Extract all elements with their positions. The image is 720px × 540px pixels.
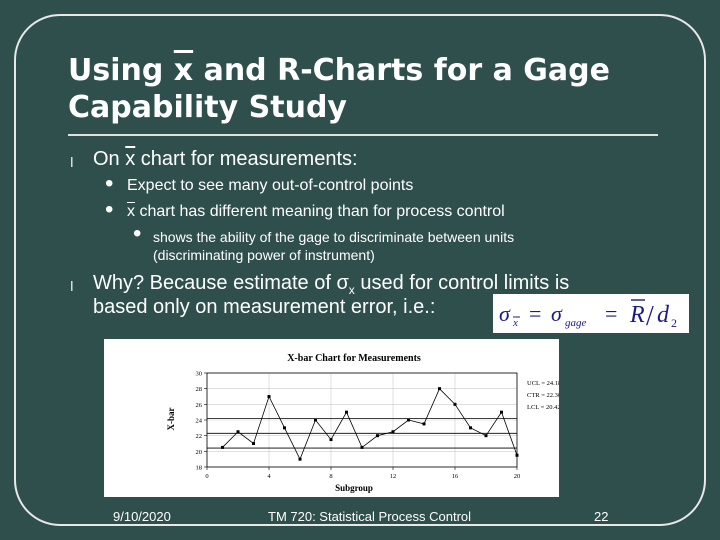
title-line-1 (68, 52, 668, 89)
formula-graphic (493, 294, 689, 333)
slide-title (68, 52, 668, 126)
chart-data-point (268, 395, 271, 398)
chart-data-point (500, 411, 503, 414)
chart-data-point (438, 387, 441, 390)
sub-marker-3: • (133, 220, 142, 247)
bullet-1-text-a: On (93, 148, 126, 170)
footer-page-number: 22 (594, 509, 609, 524)
chart-data-point (330, 438, 333, 441)
chart-control-limit-label: CTR = 22.30 (527, 392, 559, 399)
chart-y-tick-label: 28 (195, 386, 202, 394)
chart-data-point (237, 430, 240, 433)
chart-y-tick-label: 26 (195, 401, 202, 409)
bullet-1-xbar: $\overline{x}$ (125, 148, 136, 170)
chart-x-tick-label: 12 (389, 473, 397, 480)
chart-x-tick-label: 8 (329, 473, 333, 480)
sub-marker-1: • (105, 170, 114, 197)
bullet-1-text-b: chart for measurements: (135, 148, 358, 170)
title-xbar: $\overline{x}$ (173, 53, 194, 88)
sub-bullet-3-line-2: (discriminating power of instrument) (153, 247, 375, 263)
chart-x-tick-label: 0 (205, 473, 209, 480)
sub-bullet-2 (127, 203, 505, 221)
bullet-2-text-b: used for control limits is (354, 272, 570, 294)
chart-plot-area (196, 371, 560, 481)
formula-box (493, 294, 689, 333)
chart-data-point (345, 411, 348, 414)
formula-r: R (630, 302, 645, 328)
chart-y-tick-label: 30 (195, 370, 202, 378)
bullet-2-line-2: based only on measurement error, i.e.: (93, 296, 436, 318)
chart-data-point (314, 419, 317, 422)
formula-sigma-1: σ (499, 301, 510, 326)
chart-y-label: X-bar (166, 407, 176, 431)
chart-data-point (516, 454, 519, 457)
footer-date: 9/10/2020 (113, 509, 171, 524)
footer-course: TM 720: Statistical Process Control (268, 509, 472, 524)
chart-data-point (392, 430, 395, 433)
chart-y-tick-label: 20 (195, 448, 202, 456)
formula-sub-2: 2 (671, 316, 677, 330)
sub-bullet-2-text: chart has different meaning than for process control (135, 203, 505, 220)
chart-title: X-bar Chart for Measurements (287, 353, 421, 364)
chart-x-tick-label: 16 (451, 473, 459, 480)
bullet-marker-2: l (70, 280, 74, 295)
xbar-chart-svg (104, 339, 559, 497)
chart-control-limit-label: UCL = 24.18 (527, 380, 559, 387)
sub-bullet-2-xbar: $\overline{x}$ (127, 203, 135, 220)
xbar-chart (104, 339, 559, 497)
bullet-1 (93, 148, 358, 171)
title-text-a: Using (68, 53, 174, 88)
chart-x-tick-label: 20 (513, 473, 521, 480)
chart-data-point (361, 446, 364, 449)
chart-data-point (454, 403, 457, 406)
chart-data-point (221, 446, 224, 449)
bullet-marker-1: l (70, 156, 74, 171)
chart-data-point (469, 426, 472, 429)
bullet-2-sigma-sub: x (348, 283, 355, 297)
title-text-b: and R-Charts for a Gage (193, 53, 610, 88)
chart-data-point (376, 434, 379, 437)
chart-series-line (223, 389, 518, 460)
sub-bullet-3-line-1: shows the ability of the gage to discriminate between units (153, 229, 515, 245)
chart-data-point (423, 422, 426, 425)
formula-sub-x: x (513, 317, 518, 329)
chart-control-limit-label: LCL = 20.42 (527, 404, 559, 411)
formula-sigma-2: σ (551, 301, 562, 326)
chart-data-point (283, 426, 286, 429)
formula-sub-gage: gage (565, 317, 587, 329)
chart-y-tick-label: 24 (195, 417, 202, 425)
chart-data-point (252, 442, 255, 445)
title-line-2: Capability Study (68, 90, 347, 125)
sub-marker-2: • (105, 196, 114, 223)
chart-y-tick-label: 22 (195, 433, 202, 441)
chart-x-tick-label: 4 (267, 473, 271, 480)
chart-data-point (485, 434, 488, 437)
chart-data-point (299, 458, 302, 461)
sub-bullet-1: Expect to see many out-of-control points (127, 177, 414, 194)
chart-y-tick-label: 18 (195, 464, 202, 472)
chart-data-point (407, 419, 410, 422)
bullet-2-text-a: Why? Because estimate of σ (93, 272, 349, 294)
title-divider (68, 134, 658, 136)
chart-x-label: Subgroup (335, 483, 373, 493)
formula-eq-2: = (605, 301, 618, 326)
formula-d: d (657, 302, 669, 328)
formula-slash: / (646, 301, 654, 332)
formula-eq-1: = (529, 301, 542, 326)
